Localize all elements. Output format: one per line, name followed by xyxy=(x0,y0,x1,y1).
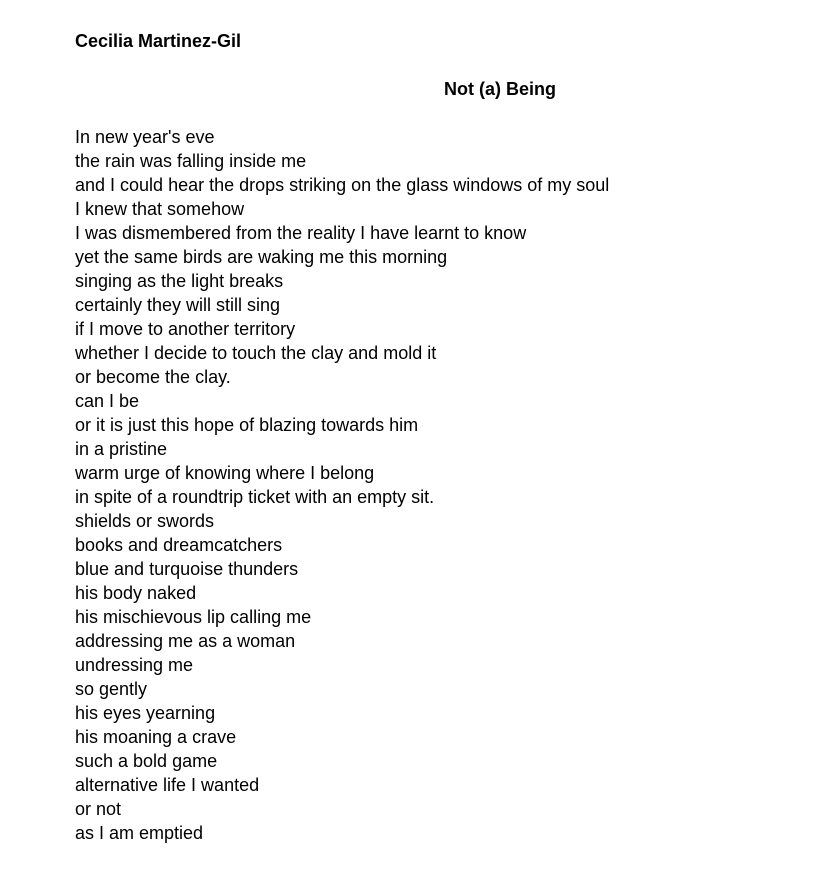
poem-line: such a bold game xyxy=(75,751,218,771)
poem-line: if I move to another territory xyxy=(75,319,296,339)
poem-line: or not xyxy=(75,799,122,819)
poem-line: yet the same birds are waking me this morning xyxy=(75,247,448,267)
poem-line: or become the clay. xyxy=(75,367,231,387)
poem-line: blue and turquoise thunders xyxy=(75,559,299,579)
poem-line: his moaning a crave xyxy=(75,727,237,747)
author-name: Cecilia Martinez-Gil xyxy=(75,31,242,51)
poem-line: his body naked xyxy=(75,583,197,603)
poem-body xyxy=(75,125,795,845)
poem-line: alternative life I wanted xyxy=(75,775,260,795)
poem-line: I was dismembered from the reality I have learnt to know xyxy=(75,223,527,243)
poem-line: his eyes yearning xyxy=(75,703,216,723)
poem-line: undressing me xyxy=(75,655,194,675)
poem-line: in spite of a roundtrip ticket with an empty sit. xyxy=(75,487,435,507)
poem-line: and I could hear the drops striking on the glass windows of my soul xyxy=(75,175,610,195)
poem-line: certainly they will still sing xyxy=(75,295,281,315)
poem-line: or it is just this hope of blazing towards him xyxy=(75,415,419,435)
poem-line: so gently xyxy=(75,679,148,699)
poem-line: his mischievous lip calling me xyxy=(75,607,312,627)
poem-line: shields or swords xyxy=(75,511,215,531)
poem-title: Not (a) Being xyxy=(444,79,556,99)
poem-line: I knew that somehow xyxy=(75,199,245,219)
poem-line: singing as the light breaks xyxy=(75,271,284,291)
poem-line: warm urge of knowing where I belong xyxy=(75,463,375,483)
poem-line: In new year's eve xyxy=(75,127,215,147)
poem-line: whether I decide to touch the clay and mold it xyxy=(75,343,437,363)
poem-line: as I am emptied xyxy=(75,823,204,843)
poem-line: addressing me as a woman xyxy=(75,631,296,651)
poem-line: in a pristine xyxy=(75,439,168,459)
poem-line: books and dreamcatchers xyxy=(75,535,283,555)
poem-line: can I be xyxy=(75,391,140,411)
poem-line: the rain was falling inside me xyxy=(75,151,307,171)
